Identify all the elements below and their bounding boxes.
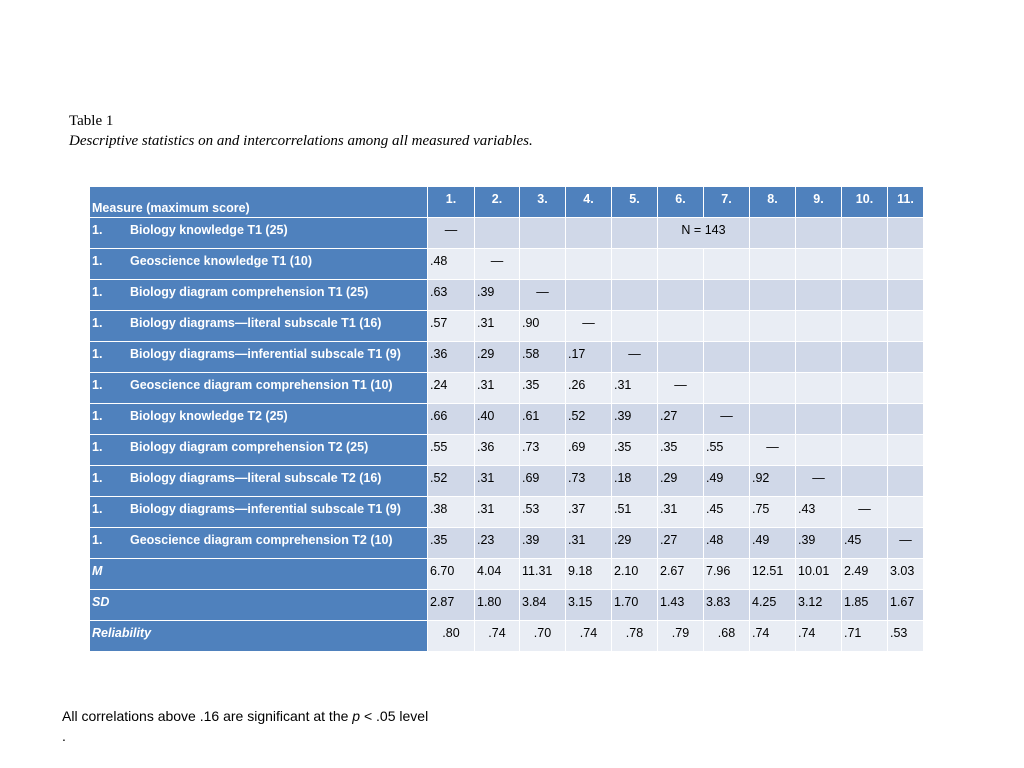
table-cell: .74 — [796, 621, 842, 652]
table-cell: .29 — [612, 528, 658, 559]
table-cell: .68 — [704, 621, 750, 652]
table-cell: .66 — [428, 404, 475, 435]
table-cell: .35 — [658, 435, 704, 466]
row-label — [90, 497, 428, 528]
table-row — [90, 311, 924, 342]
table-cell: .78 — [612, 621, 658, 652]
table-cell — [612, 311, 658, 342]
footnote-suffix: < .05 level — [360, 708, 429, 724]
table-cell: .53 — [888, 621, 924, 652]
table-cell: .36 — [428, 342, 475, 373]
table-cell: .35 — [612, 435, 658, 466]
table-cell — [796, 249, 842, 280]
table-cell: — — [704, 404, 750, 435]
table-cell: — — [842, 497, 888, 528]
table-cell — [704, 373, 750, 404]
table-cell: .31 — [475, 373, 520, 404]
table-cell: .39 — [796, 528, 842, 559]
table-cell — [842, 311, 888, 342]
row-number: 1. — [92, 409, 103, 423]
table-cell: — — [520, 280, 566, 311]
table-cell: — — [888, 528, 924, 559]
table-cell: .35 — [520, 373, 566, 404]
row-number: 1. — [92, 285, 103, 299]
stats-row — [90, 590, 924, 621]
table-cell: 7.96 — [704, 559, 750, 590]
stats-row — [90, 621, 924, 652]
row-label — [90, 311, 428, 342]
column-header: 5. — [612, 187, 658, 218]
row-number: 1. — [92, 223, 103, 237]
table-cell: .80 — [428, 621, 475, 652]
table-cell: .74 — [475, 621, 520, 652]
table-cell: 12.51 — [750, 559, 796, 590]
sample-size-cell: N = 143 — [658, 218, 750, 249]
row-label — [90, 249, 428, 280]
table-row — [90, 466, 924, 497]
row-number: 1. — [92, 316, 103, 330]
table-cell — [796, 311, 842, 342]
table-cell: .29 — [475, 342, 520, 373]
table-cell: .55 — [428, 435, 475, 466]
table-cell: .37 — [566, 497, 612, 528]
table-cell: .51 — [612, 497, 658, 528]
table-cell — [888, 311, 924, 342]
table-cell: — — [566, 311, 612, 342]
table-cell — [888, 218, 924, 249]
table-cell — [658, 280, 704, 311]
column-header: 11. — [888, 187, 924, 218]
table-cell: .17 — [566, 342, 612, 373]
table-cell: 3.12 — [796, 590, 842, 621]
table-cell: .31 — [658, 497, 704, 528]
table-cell — [475, 218, 520, 249]
table-cell: 3.03 — [888, 559, 924, 590]
table-cell: .69 — [566, 435, 612, 466]
measure-column-header: Measure (maximum score) — [90, 187, 428, 218]
table-cell: .27 — [658, 404, 704, 435]
table-cell: — — [796, 466, 842, 497]
table-cell: .48 — [428, 249, 475, 280]
table-cell: 2.67 — [658, 559, 704, 590]
table-row — [90, 218, 924, 249]
table-cell: 1.43 — [658, 590, 704, 621]
table-row — [90, 280, 924, 311]
table-cell: 1.67 — [888, 590, 924, 621]
column-header: 9. — [796, 187, 842, 218]
table-cell: .92 — [750, 466, 796, 497]
row-label-text: Biology diagrams—inferential subscale T1 (9) — [130, 502, 401, 516]
table-row — [90, 404, 924, 435]
table-cell: .23 — [475, 528, 520, 559]
table-cell: .38 — [428, 497, 475, 528]
table-cell: .79 — [658, 621, 704, 652]
table-cell: — — [658, 373, 704, 404]
table-cell: — — [750, 435, 796, 466]
table-cell: .31 — [475, 311, 520, 342]
table-cell — [658, 311, 704, 342]
row-number: 1. — [92, 502, 103, 516]
table-cell — [888, 466, 924, 497]
table-cell — [888, 435, 924, 466]
table-cell: .69 — [520, 466, 566, 497]
row-number: 1. — [92, 347, 103, 361]
table-cell: .31 — [475, 497, 520, 528]
table-cell: .48 — [704, 528, 750, 559]
table-cell — [750, 218, 796, 249]
row-number: 1. — [92, 471, 103, 485]
table-cell: .24 — [428, 373, 475, 404]
table-cell — [842, 249, 888, 280]
row-label-text: Biology knowledge T1 (25) — [130, 223, 288, 237]
row-label: Reliability — [90, 621, 428, 652]
table-cell: .90 — [520, 311, 566, 342]
table-row — [90, 497, 924, 528]
table-cell: .18 — [612, 466, 658, 497]
table-cell: 4.04 — [475, 559, 520, 590]
table-cell — [796, 280, 842, 311]
table-cell — [750, 373, 796, 404]
row-label: M — [90, 559, 428, 590]
table-row — [90, 528, 924, 559]
row-label-text: Biology diagram comprehension T1 (25) — [130, 285, 369, 299]
table-cell — [888, 342, 924, 373]
table-cell: 6.70 — [428, 559, 475, 590]
table-cell — [750, 280, 796, 311]
footnote — [62, 706, 428, 746]
table-cell — [566, 249, 612, 280]
column-header: 3. — [520, 187, 566, 218]
table-cell — [750, 404, 796, 435]
table-cell — [658, 249, 704, 280]
table-cell: .35 — [428, 528, 475, 559]
row-label — [90, 466, 428, 497]
table-cell — [888, 280, 924, 311]
table-title: Table 1 — [69, 113, 114, 129]
table-cell: .27 — [658, 528, 704, 559]
column-header: 2. — [475, 187, 520, 218]
table-cell: .26 — [566, 373, 612, 404]
row-number: 1. — [92, 254, 103, 268]
table-cell: 3.84 — [520, 590, 566, 621]
table-cell — [888, 497, 924, 528]
table-cell — [566, 280, 612, 311]
table-cell: 10.01 — [796, 559, 842, 590]
table-cell: .70 — [520, 621, 566, 652]
table-cell — [520, 249, 566, 280]
row-label — [90, 218, 428, 249]
footnote-p: p — [352, 708, 361, 724]
table-cell — [612, 280, 658, 311]
table-cell — [704, 311, 750, 342]
row-label: SD — [90, 590, 428, 621]
column-header: 10. — [842, 187, 888, 218]
table-cell — [796, 435, 842, 466]
table-cell — [842, 280, 888, 311]
table-cell: 1.70 — [612, 590, 658, 621]
table-cell — [842, 373, 888, 404]
table-cell: .39 — [520, 528, 566, 559]
table-cell: 4.25 — [750, 590, 796, 621]
table-row — [90, 249, 924, 280]
table-cell — [612, 249, 658, 280]
row-number: 1. — [92, 378, 103, 392]
column-header: 7. — [704, 187, 750, 218]
table-cell: .55 — [704, 435, 750, 466]
table-cell — [842, 218, 888, 249]
table-cell — [842, 342, 888, 373]
table-cell — [750, 342, 796, 373]
table-cell — [704, 249, 750, 280]
row-number: 1. — [92, 533, 103, 547]
table-row — [90, 342, 924, 373]
table-cell: .52 — [566, 404, 612, 435]
correlation-table — [89, 186, 924, 652]
row-label — [90, 373, 428, 404]
table-cell: .52 — [428, 466, 475, 497]
table-cell — [842, 435, 888, 466]
column-header: 1. — [428, 187, 475, 218]
table-cell: .71 — [842, 621, 888, 652]
table-cell: 2.87 — [428, 590, 475, 621]
footnote-line — [62, 706, 428, 726]
table-cell — [842, 466, 888, 497]
row-label-text: Biology diagrams—literal subscale T2 (16) — [130, 471, 382, 485]
row-label-text: Biology diagrams—inferential subscale T1 (9) — [130, 347, 401, 361]
table-cell: 9.18 — [566, 559, 612, 590]
table-cell: .39 — [475, 280, 520, 311]
table-cell: .58 — [520, 342, 566, 373]
table-cell — [566, 218, 612, 249]
table-cell: .75 — [750, 497, 796, 528]
table-cell: 11.31 — [520, 559, 566, 590]
row-label — [90, 528, 428, 559]
footnote-prefix: All correlations above .16 are significant at the — [62, 708, 353, 724]
row-label — [90, 404, 428, 435]
table-cell: 3.15 — [566, 590, 612, 621]
table-cell — [704, 280, 750, 311]
table-cell: .40 — [475, 404, 520, 435]
row-label-text: Geoscience knowledge T1 (10) — [130, 254, 313, 268]
table-cell — [796, 342, 842, 373]
table-cell — [796, 404, 842, 435]
row-label-text: Biology knowledge T2 (25) — [130, 409, 288, 423]
table-caption — [69, 111, 533, 151]
row-label-text: Geoscience diagram comprehension T1 (10) — [130, 378, 393, 392]
table-cell: — — [612, 342, 658, 373]
column-header: 6. — [658, 187, 704, 218]
table-cell — [842, 404, 888, 435]
footnote-line2: . — [62, 728, 66, 744]
row-label-text: Biology diagrams—literal subscale T1 (16) — [130, 316, 382, 330]
table-cell — [888, 373, 924, 404]
table-cell: 2.10 — [612, 559, 658, 590]
table-cell — [750, 311, 796, 342]
table-row — [90, 373, 924, 404]
table-cell — [750, 249, 796, 280]
table-cell: .57 — [428, 311, 475, 342]
table-cell: .73 — [566, 466, 612, 497]
table-cell: .36 — [475, 435, 520, 466]
table-cell: .73 — [520, 435, 566, 466]
table-cell: .45 — [842, 528, 888, 559]
row-number: 1. — [92, 440, 103, 454]
table-cell: .31 — [566, 528, 612, 559]
table-cell: .74 — [566, 621, 612, 652]
row-label — [90, 280, 428, 311]
table-cell: .49 — [750, 528, 796, 559]
table-cell — [796, 373, 842, 404]
table-cell: 1.80 — [475, 590, 520, 621]
table-cell: 2.49 — [842, 559, 888, 590]
row-label — [90, 435, 428, 466]
table-cell: — — [428, 218, 475, 249]
table-cell: .31 — [475, 466, 520, 497]
table-cell: — — [475, 249, 520, 280]
table-cell: .31 — [612, 373, 658, 404]
column-header: 8. — [750, 187, 796, 218]
table-cell: 1.85 — [842, 590, 888, 621]
table-cell — [658, 342, 704, 373]
table-cell: .39 — [612, 404, 658, 435]
row-label-text: Biology diagram comprehension T2 (25) — [130, 440, 369, 454]
table-cell — [704, 342, 750, 373]
table-cell: .74 — [750, 621, 796, 652]
table-cell: .29 — [658, 466, 704, 497]
table-cell — [612, 218, 658, 249]
table-cell: .53 — [520, 497, 566, 528]
stats-row — [90, 559, 924, 590]
header-row — [90, 187, 924, 218]
column-header: 4. — [566, 187, 612, 218]
table-cell: .63 — [428, 280, 475, 311]
table-cell — [796, 218, 842, 249]
table-cell: .43 — [796, 497, 842, 528]
row-label — [90, 342, 428, 373]
table-subtitle: Descriptive statistics on and intercorrelations among all measured variables. — [69, 133, 533, 149]
table-cell — [520, 218, 566, 249]
table-cell — [888, 404, 924, 435]
table-cell — [888, 249, 924, 280]
row-label-text: Geoscience diagram comprehension T2 (10) — [130, 533, 393, 547]
table-cell: .45 — [704, 497, 750, 528]
table-cell: .61 — [520, 404, 566, 435]
table-cell: .49 — [704, 466, 750, 497]
table-cell: 3.83 — [704, 590, 750, 621]
table-row — [90, 435, 924, 466]
